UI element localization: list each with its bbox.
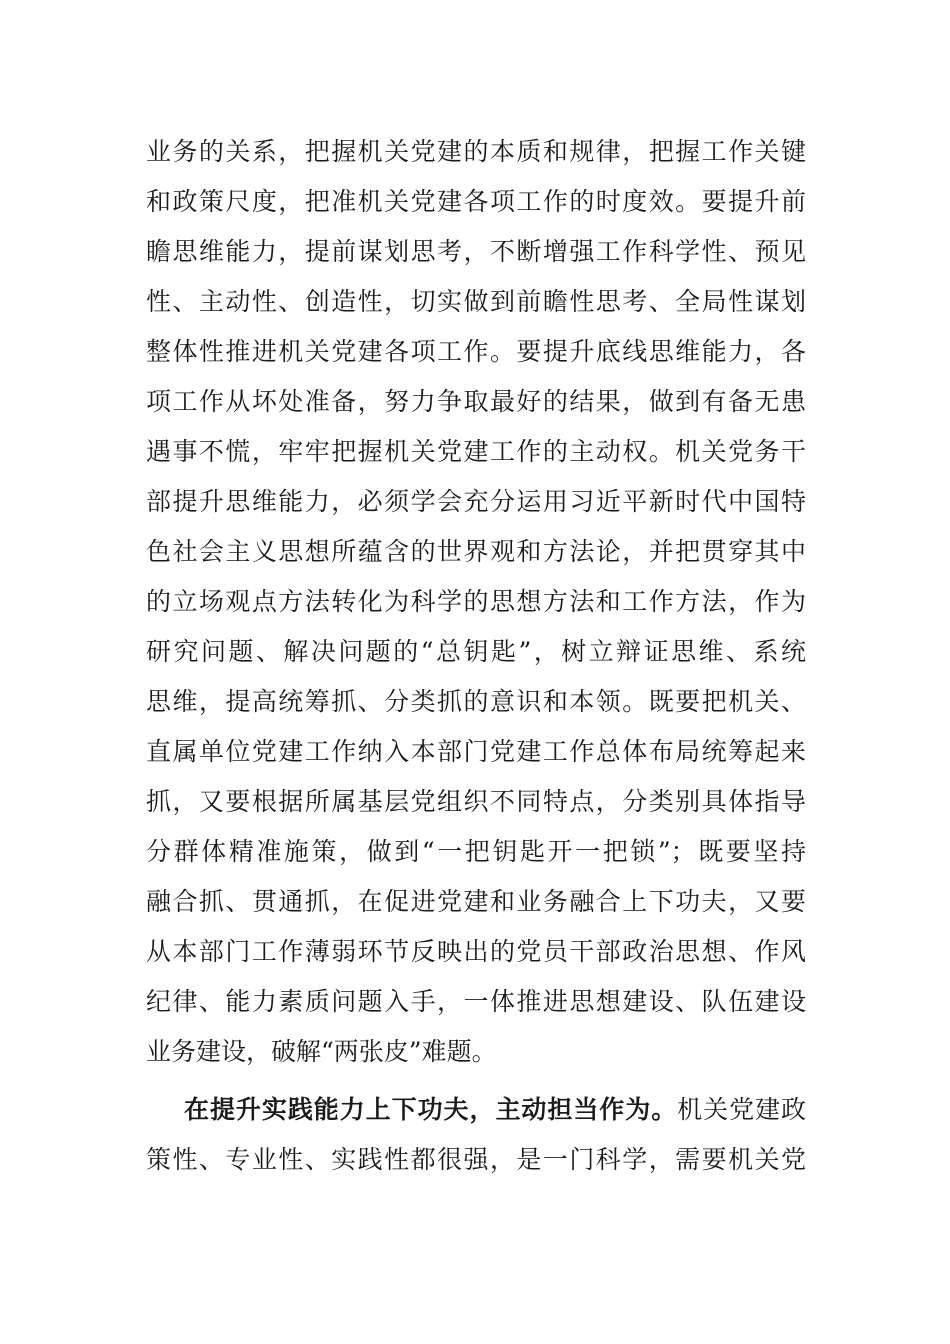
text-line: 部提升思维能力，必须学会充分运用习近平新时代中国特 bbox=[146, 487, 806, 516]
text-line: 瞻思维能力，提前谋划思考，不断增强工作科学性、预见 bbox=[146, 237, 806, 266]
text-line: 直属单位党建工作纳入本部门党建工作总体布局统筹起来 bbox=[146, 737, 806, 766]
paragraph-thinking-ability bbox=[146, 127, 806, 1077]
text-line: 色社会主义思想所蕴含的世界观和方法论，并把贯穿其中 bbox=[146, 537, 806, 566]
paragraph-practice-ability bbox=[146, 1085, 806, 1185]
text-line: 项工作从坏处准备，努力争取最好的结果，做到有备无患 bbox=[146, 387, 806, 416]
text-line: 策性、专业性、实践性都很强，是一门科学，需要机关党 bbox=[146, 1145, 806, 1174]
text-line: 思维，提高统筹抓、分类抓的意识和本领。既要把机关、 bbox=[146, 687, 806, 716]
text-line: 抓，又要根据所属基层党组织不同特点，分类别具体指导 bbox=[146, 787, 806, 816]
text-line: 纪律、能力素质问题入手，一体推进思想建设、队伍建设 bbox=[146, 987, 806, 1016]
text-run: 机关党建政 bbox=[677, 1095, 806, 1124]
document-page bbox=[146, 127, 806, 1185]
text-line: 整体性推进机关党建各项工作。要提升底线思维能力，各 bbox=[146, 337, 806, 366]
text-line: 和政策尺度，把准机关党建各项工作的时度效。要提升前 bbox=[146, 187, 806, 216]
text-line: 融合抓、贯通抓，在促进党建和业务融合上下功夫，又要 bbox=[146, 887, 806, 916]
text-line: 分群体精准施策，做到“一把钥匙开一把锁”；既要坚持 bbox=[146, 837, 806, 866]
paragraph-heading: 在提升实践能力上下功夫，主动担当作为。 bbox=[184, 1095, 678, 1124]
text-line: 研究问题、解决问题的“总钥匙”，树立辩证思维、系统 bbox=[146, 637, 806, 666]
text-line: 的立场观点方法转化为科学的思想方法和工作方法，作为 bbox=[146, 587, 806, 616]
text-line: 业务的关系，把握机关党建的本质和规律，把握工作关键 bbox=[146, 137, 806, 166]
text-line: 性、主动性、创造性，切实做到前瞻性思考、全局性谋划 bbox=[146, 287, 806, 316]
text-line: 从本部门工作薄弱环节反映出的党员干部政治思想、作风 bbox=[146, 937, 806, 966]
text-line-with-heading bbox=[146, 1085, 806, 1135]
text-line: 遇事不慌，牢牢把握机关党建工作的主动权。机关党务干 bbox=[146, 437, 806, 466]
text-line: 业务建设，破解“两张皮”难题。 bbox=[146, 1037, 497, 1066]
